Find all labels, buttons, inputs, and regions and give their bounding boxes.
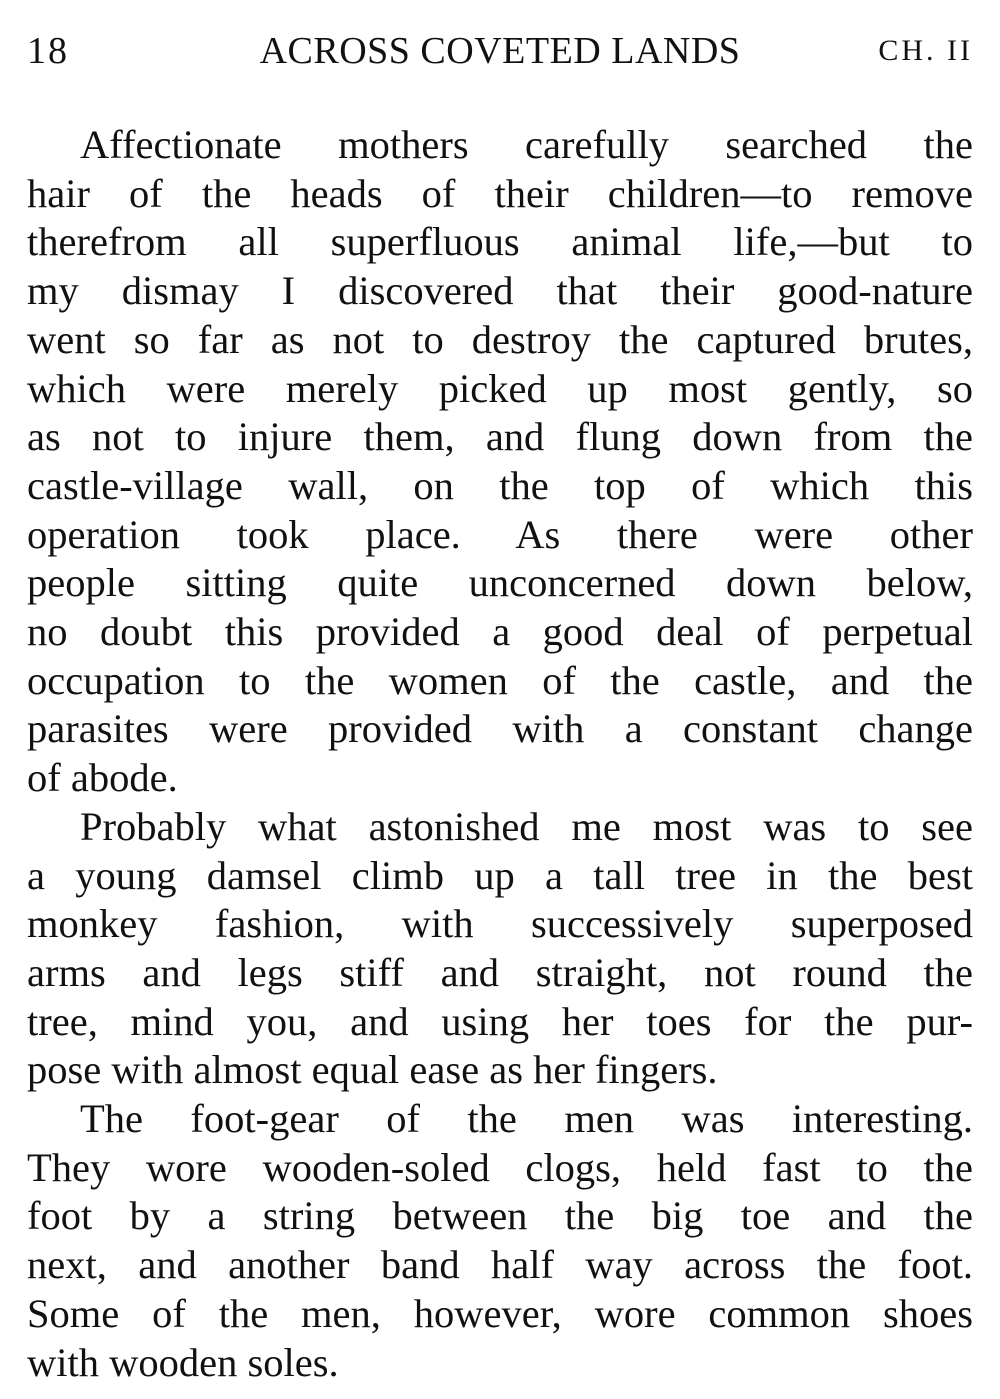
text-line: Probably what astonished me most was to see bbox=[80, 803, 973, 849]
text-line: people sitting quite unconcerned down below, bbox=[27, 560, 973, 606]
text-line: therefrom all superfluous animal life,—but to bbox=[27, 219, 973, 265]
paragraph-1 bbox=[27, 121, 973, 803]
text-line: Some of the men, however, wore common shoes bbox=[27, 1290, 973, 1336]
text-line: a young damsel climb up a tall tree in the best bbox=[27, 852, 973, 898]
text-line: hair of the heads of their children—to remove bbox=[27, 170, 973, 216]
text-line: of abode. bbox=[27, 755, 178, 801]
running-header bbox=[27, 26, 973, 76]
text-line: foot by a string between the big toe and the bbox=[27, 1193, 973, 1239]
text-line: went so far as not to destroy the captured brutes, bbox=[27, 316, 973, 362]
chapter-label: CH. II bbox=[878, 34, 973, 67]
text-line: with wooden soles. bbox=[27, 1339, 339, 1385]
text-line: monkey fashion, with successively superposed bbox=[27, 901, 973, 947]
book-title: ACROSS COVETED LANDS bbox=[259, 30, 741, 72]
text-line: The foot-gear of the men was interesting. bbox=[80, 1096, 973, 1142]
text-line: operation took place. As there were other bbox=[27, 511, 973, 557]
text-line: They wore wooden-soled clogs, held fast to the bbox=[27, 1144, 973, 1190]
text-line: next, and another band half way across the foot. bbox=[27, 1242, 973, 1288]
page-number: 18 bbox=[27, 30, 69, 72]
paragraph-3 bbox=[27, 1095, 973, 1387]
text-line: occupation to the women of the castle, and the bbox=[27, 657, 973, 703]
text-line: Affectionate mothers carefully searched the bbox=[80, 122, 973, 167]
text-line: arms and legs stiff and straight, not round the bbox=[27, 949, 973, 995]
text-line: as not to injure them, and flung down from the bbox=[27, 414, 973, 460]
text-line: no doubt this provided a good deal of perpetual bbox=[27, 609, 973, 655]
text-line: parasites were provided with a constant change bbox=[27, 706, 973, 752]
paragraph-2 bbox=[27, 803, 973, 1095]
text-line: my dismay I discovered that their good-nature bbox=[27, 268, 973, 314]
text-line: castle-village wall, on the top of which this bbox=[27, 462, 973, 508]
text-line: tree, mind you, and using her toes for the pur- bbox=[27, 998, 973, 1044]
text-line: pose with almost equal ease as her fingers. bbox=[27, 1047, 718, 1093]
body-text bbox=[27, 121, 973, 1387]
text-line: which were merely picked up most gently, so bbox=[27, 365, 973, 411]
